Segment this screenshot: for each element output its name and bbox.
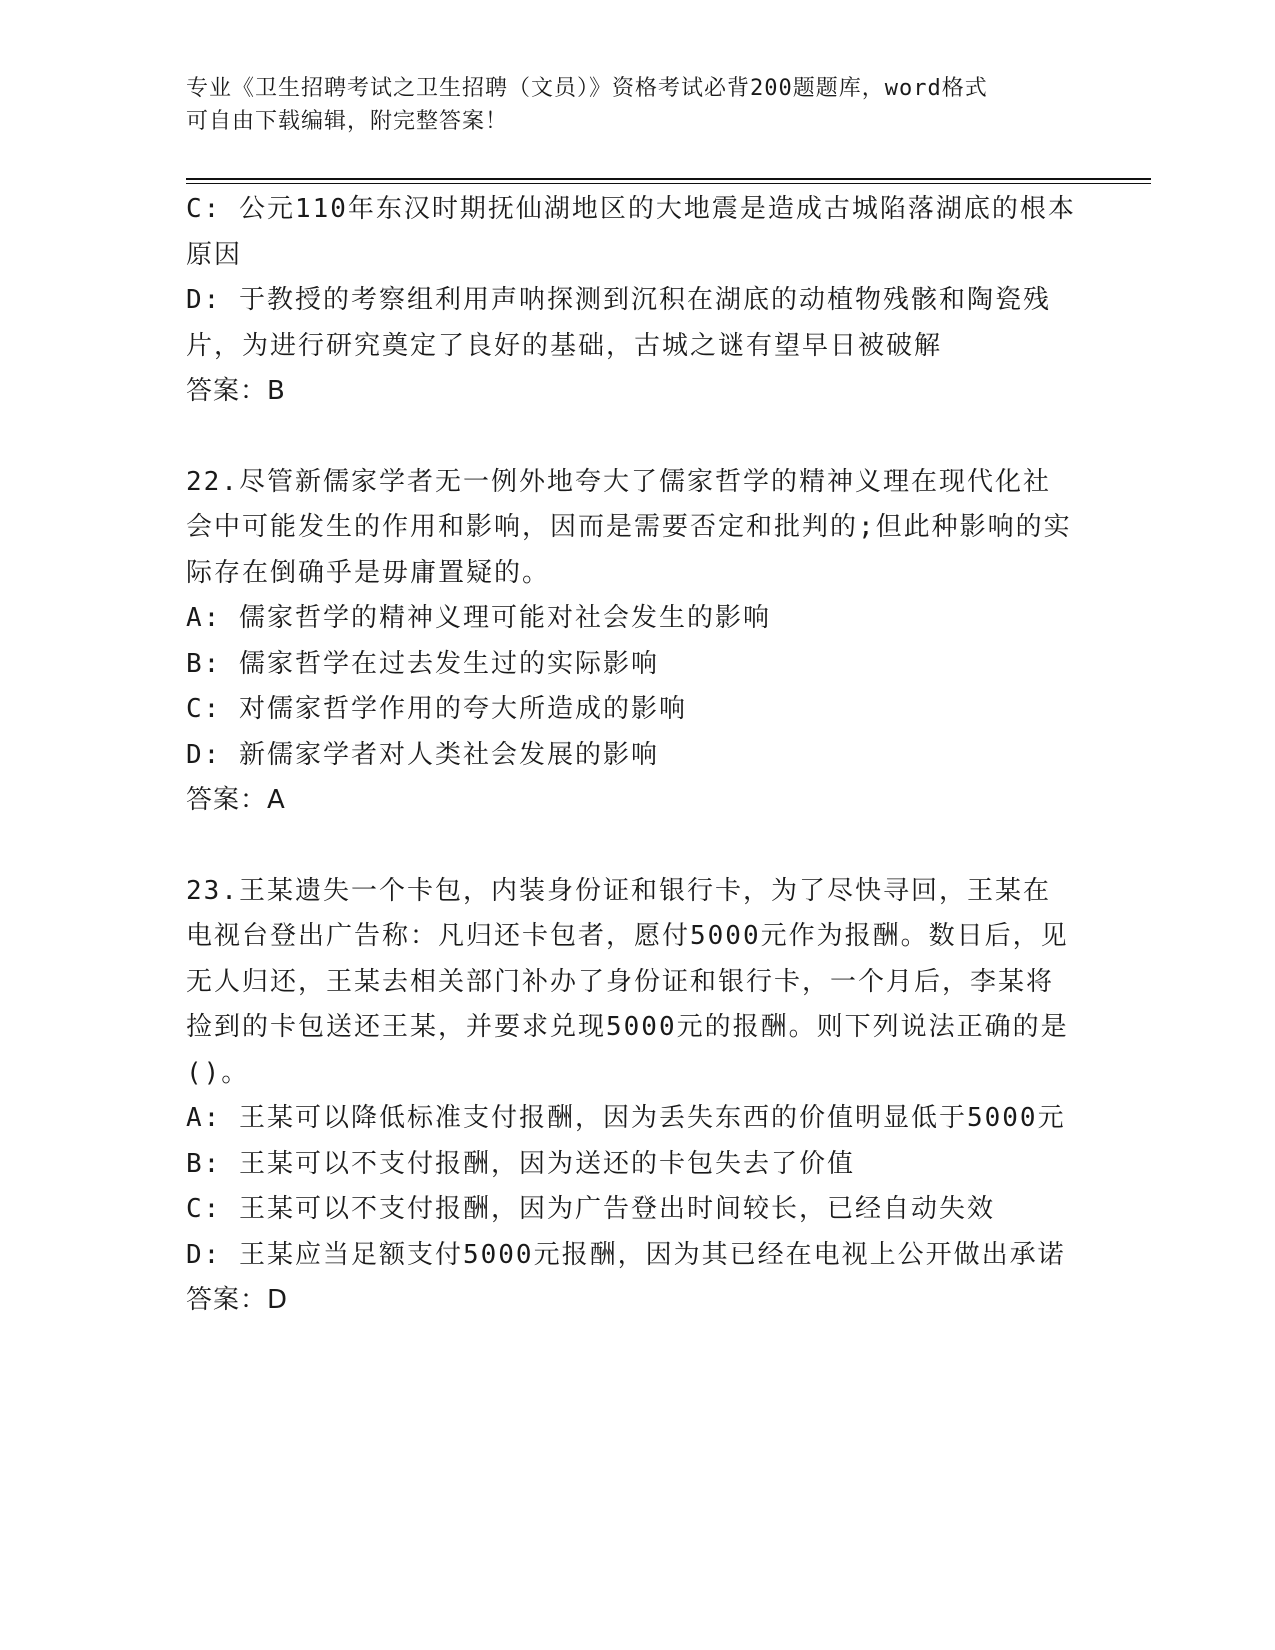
header-divider-thin — [186, 183, 1151, 184]
q22-answer: 答案：A — [186, 785, 286, 815]
q21-option-d: D: 于教授的考察组利用声呐探测到沉积在湖底的动植物残骸和陶瓷残片，为进行研究奠定了良好的基础，古城之谜有望早日被破解 — [186, 285, 1051, 361]
question-spacer — [186, 824, 1076, 869]
document-body — [186, 187, 1076, 1324]
q23-answer: 答案：D — [186, 1285, 289, 1315]
q22-option-d: D: 新儒家学者对人类社会发展的影响 — [186, 739, 659, 770]
q22-option-a: A: 儒家哲学的精神义理可能对社会发生的影响 — [186, 603, 771, 633]
q21-option-c: C: 公元110年东汉时期抚仙湖地区的大地震是造成古城陷落湖底的根本原因 — [186, 194, 1076, 270]
q23-option-a: A: 王某可以降低标准支付报酬，因为丢失东西的价值明显低于5000元 — [186, 1103, 1066, 1133]
q23-option-b: B: 王某可以不支付报酬，因为送还的卡包失去了价值 — [186, 1148, 855, 1179]
question-spacer — [186, 415, 1076, 460]
header-title-line-2: 可自由下载编辑，附完整答案！ — [186, 109, 509, 134]
question-23 — [186, 869, 1076, 1324]
document-header — [186, 72, 1066, 138]
q21-answer: 答案：B — [186, 376, 286, 406]
q22-option-c: C: 对儒家哲学作用的夸大所造成的影响 — [186, 694, 687, 724]
header-title-line-1: 专业《卫生招聘考试之卫生招聘（文员）》资格考试必背200题题库，word格式 — [186, 76, 988, 101]
q23-option-d: D: 王某应当足额支付5000元报酬，因为其已经在电视上公开做出承诺 — [186, 1239, 1066, 1270]
q23-option-c: C: 王某可以不支付报酬，因为广告登出时间较长，已经自动失效 — [186, 1194, 995, 1224]
q22-option-b: B: 儒家哲学在过去发生过的实际影响 — [186, 648, 659, 679]
header-divider-thick — [186, 178, 1151, 180]
question-22 — [186, 460, 1076, 824]
q23-stem: 23.王某遗失一个卡包，内装身份证和银行卡，为了尽快寻回，王某在电视台登出广告称：凡归还卡包者，愿付5000元作为报酬。数日后，见无人归还，王某去相关部门补办了身份证和银行卡，一个月后，李某将捡到的卡包送还王某，并要求兑现5000元的报酬。则下列说法正确的是()。 — [186, 875, 1069, 1088]
q22-stem: 22.尽管新儒家学者无一例外地夸大了儒家哲学的精神义理在现代化社会中可能发生的作用和影响，因而是需要否定和批判的;但此种影响的实际存在倒确乎是毋庸置疑的。 — [186, 466, 1072, 588]
question-21-continued — [186, 187, 1076, 415]
